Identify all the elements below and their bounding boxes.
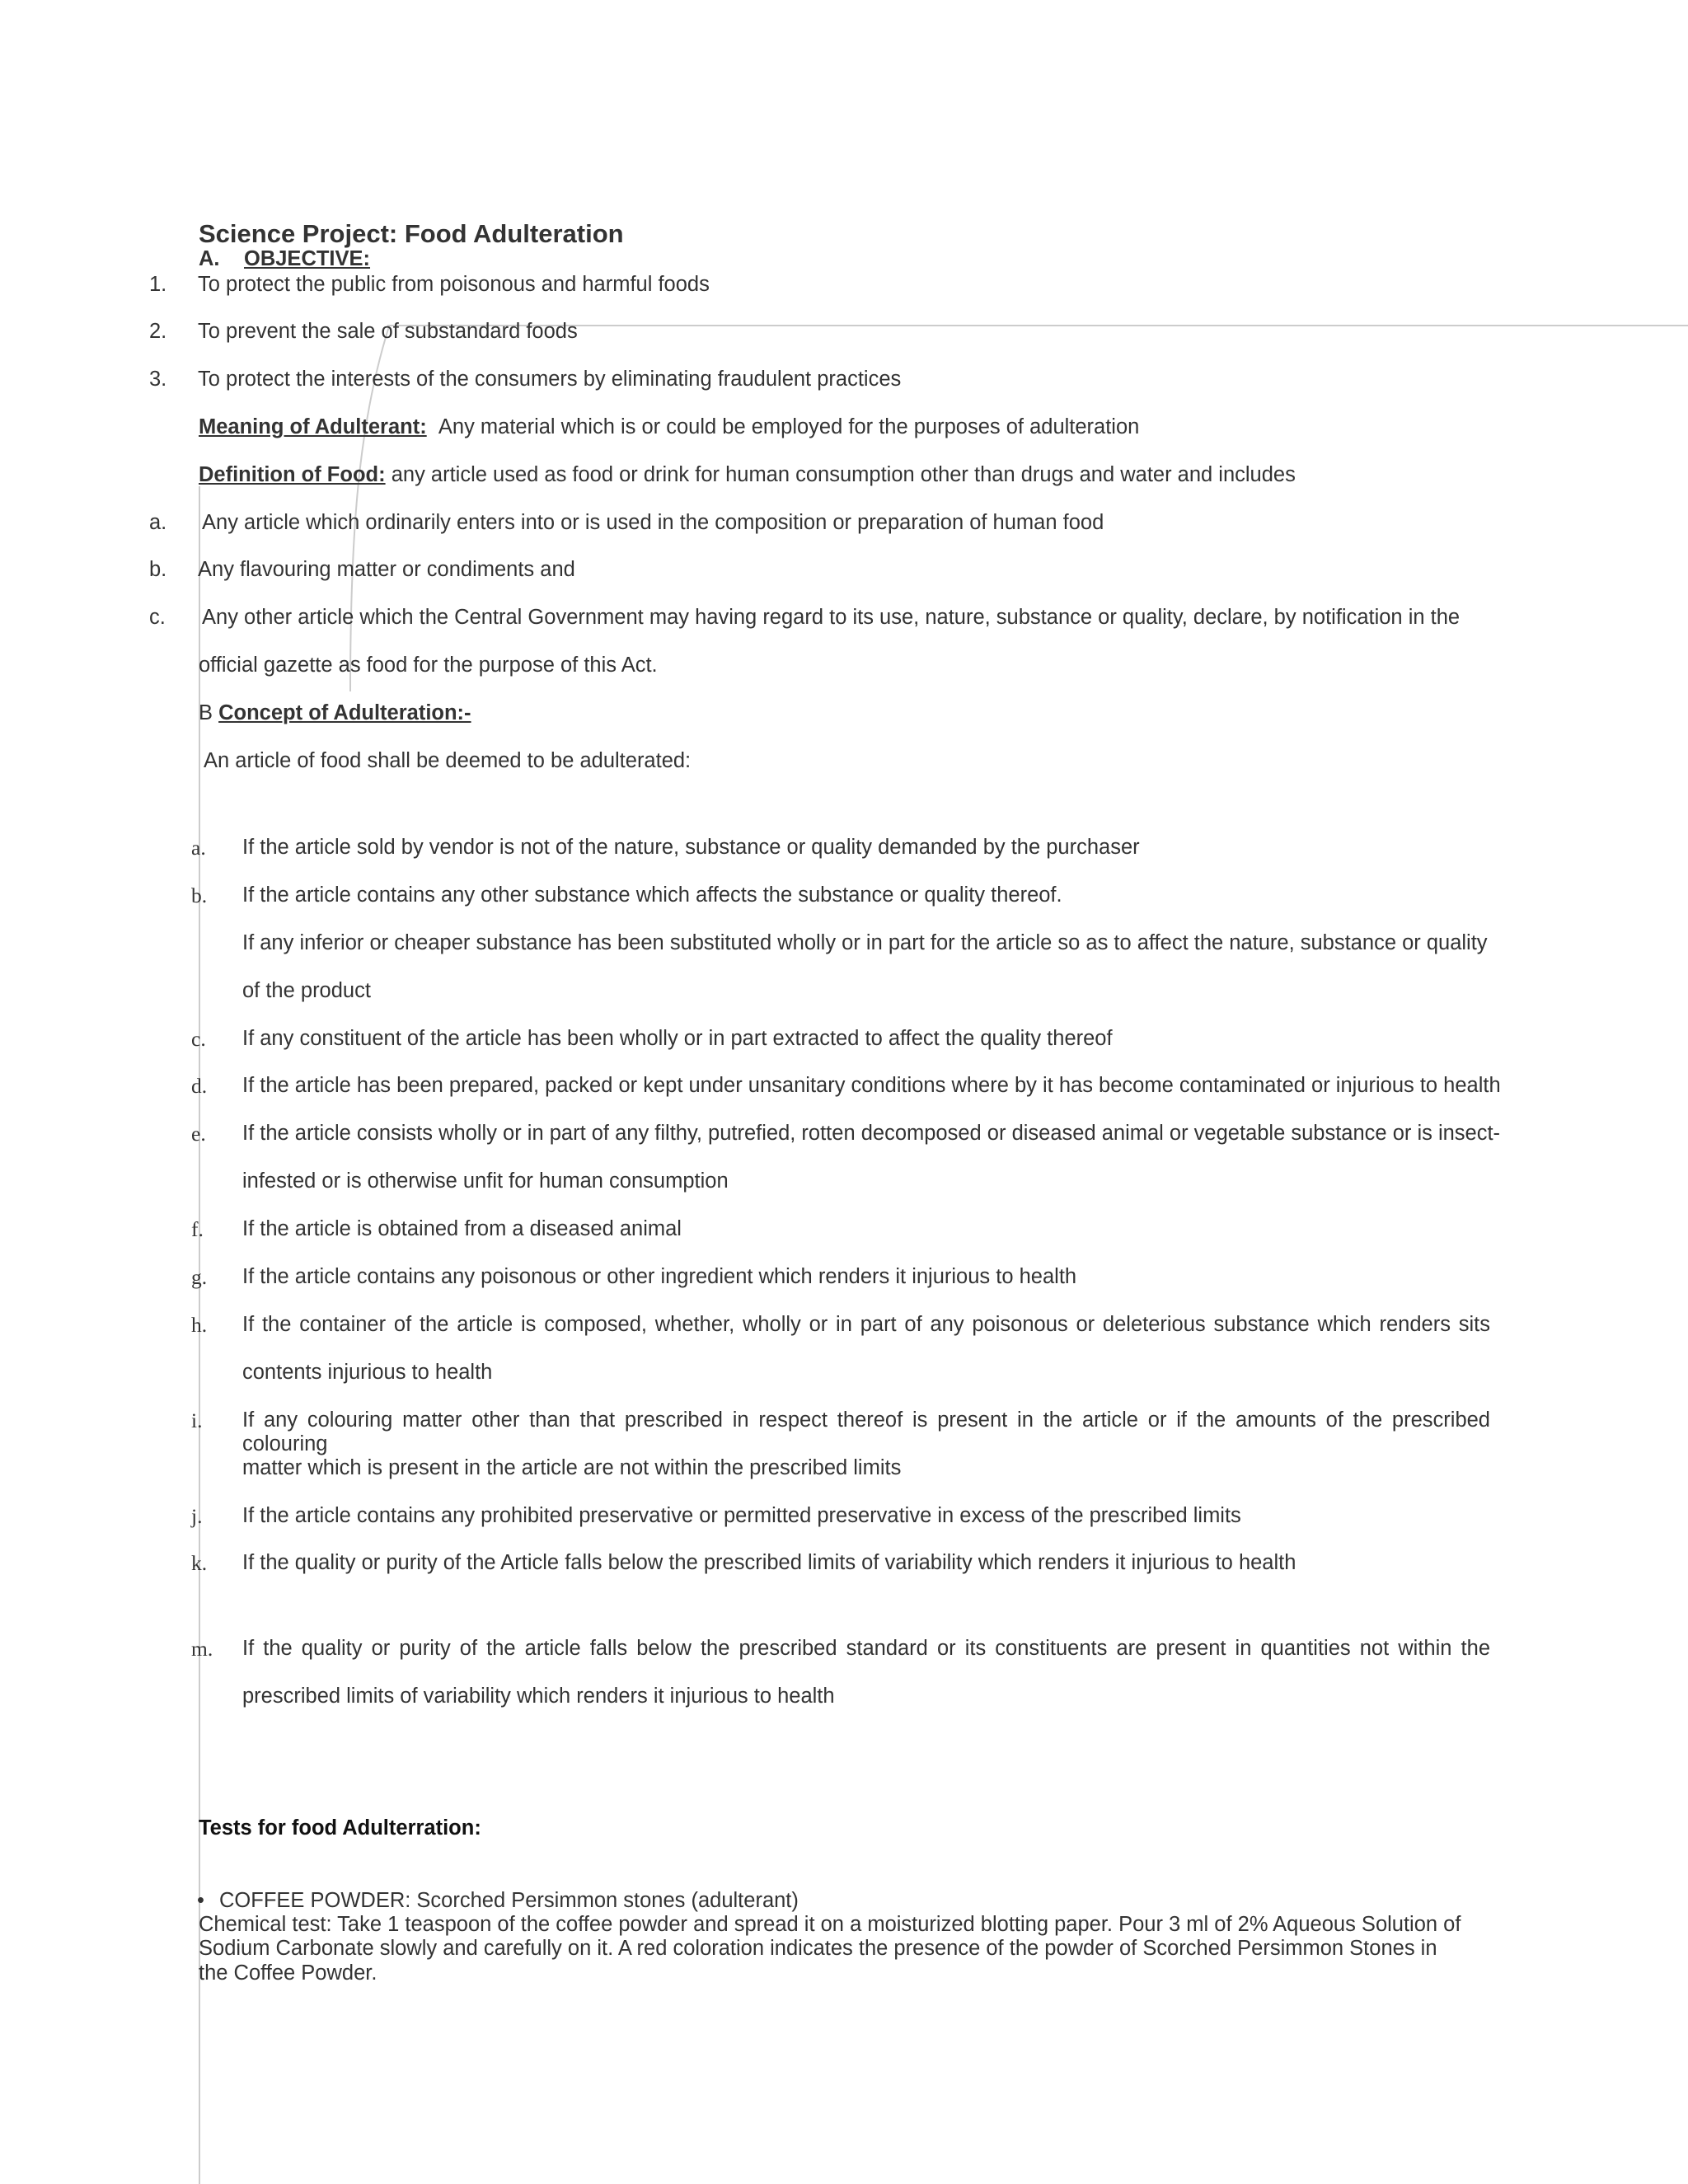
condition-item: If the article contains any prohibited preservative or permitted preservative in excess of the prescribed limits <box>242 1504 1241 1527</box>
condition-item: If the article consists wholly or in part of any filthy, putrefied, rotten decomposed or diseased animal or vegetable substance or is insect- <box>242 1122 1501 1145</box>
condition-label: d. <box>191 1074 208 1098</box>
concept-prefix: B <box>199 701 213 724</box>
condition-item: If the container of the article is composed, whether, wholly or in part of any poisonous or deleterious substance which renders sits <box>242 1313 1490 1336</box>
objective-item: To protect the public from poisonous and harmful foods <box>198 273 710 296</box>
condition-label: k. <box>191 1551 208 1575</box>
tests-heading: Tests for food Adulterration: <box>199 1816 481 1840</box>
condition-item: If the quality or purity of the article falls below the prescribed standard or its constituents are present in quantities not within the <box>242 1637 1490 1660</box>
condition-label: b. <box>191 883 208 907</box>
condition-item: If any constituent of the article has been wholly or in part extracted to affect the quality thereof <box>242 1027 1113 1050</box>
objective-number: 1. <box>149 273 167 296</box>
food-item-continuation: official gazette as food for the purpose of this Act. <box>199 654 658 677</box>
test-paragraph: Chemical test: Take 1 teaspoon of the coffee powder and spread it on a moisturized blotting paper. Pour 3 ml of 2% Aqueous Solution of Sodium Carbonate slowly and carefully on it. A red coloration indicates the presence of the powder of Scorched Persimmon Stones in the Coffee Powder. <box>199 1913 1461 1985</box>
food-item-label: c. <box>149 606 166 629</box>
condition-label: a. <box>191 836 206 860</box>
objective-item: To prevent the sale of substandard foods <box>198 320 578 343</box>
condition-item: If the article sold by vendor is not of the nature, substance or quality demanded by the purchaser <box>242 836 1140 859</box>
horizontal-rule <box>387 325 1688 326</box>
condition-item: If the article contains any poisonous or other ingredient which renders it injurious to health <box>242 1265 1077 1288</box>
objective-heading: OBJECTIVE: <box>244 247 371 270</box>
condition-label: f. <box>191 1217 204 1241</box>
definition-text: any article used as food or drink for human consumption other than drugs and water and includes <box>391 463 1296 486</box>
test-item: COFFEE POWDER: Scorched Persimmon stones (adulterant) <box>219 1889 799 1912</box>
condition-item: If any colouring matter other than that prescribed in respect thereof is present in the article or if the amounts of the prescribed colouring <box>242 1408 1490 1456</box>
condition-item: If the article contains any other substance which affects the substance or quality thereof. <box>242 883 1062 907</box>
definition-line <box>199 463 1296 487</box>
meaning-text: Any material which is or could be employed for the purposes of adulteration <box>438 415 1140 438</box>
condition-label: g. <box>191 1265 208 1289</box>
meaning-label: Meaning of Adulterant: <box>199 415 427 438</box>
condition-item: If any inferior or cheaper substance has been substituted wholly or in part for the article so as to affect the nature, substance or quality <box>242 931 1488 954</box>
food-item-label: b. <box>149 558 167 581</box>
condition-continuation: contents injurious to health <box>242 1361 493 1384</box>
objective-number: 2. <box>149 320 167 343</box>
bullet-icon: • <box>197 1889 204 1912</box>
condition-label: m. <box>191 1637 213 1661</box>
food-item-label: a. <box>149 511 167 534</box>
concept-intro: An article of food shall be deemed to be adulterated: <box>204 749 692 772</box>
condition-label: j. <box>191 1504 203 1528</box>
condition-continuation: infested or is otherwise unfit for human consumption <box>242 1169 729 1193</box>
condition-label: e. <box>191 1122 206 1146</box>
definition-label: Definition of Food: <box>199 463 386 486</box>
condition-item: If the article is obtained from a diseased animal <box>242 1217 682 1240</box>
condition-item: If the article has been prepared, packed or kept under unsanitary conditions where by it has become contaminated or injurious to health <box>242 1074 1501 1097</box>
objective-label: A. <box>199 247 220 270</box>
condition-label: c. <box>191 1027 206 1051</box>
condition-label: i. <box>191 1408 203 1432</box>
food-item: Any article which ordinarily enters into or is used in the composition or preparation of human food <box>202 511 1104 534</box>
concept-heading: Concept of Adulteration:- <box>218 701 471 724</box>
meaning-line <box>199 415 1139 439</box>
condition-label: h. <box>191 1313 208 1337</box>
condition-continuation: matter which is present in the article are not within the prescribed limits <box>242 1456 902 1479</box>
condition-continuation: of the product <box>242 979 371 1002</box>
food-item: Any other article which the Central Government may having regard to its use, nature, substance or quality, declare, by notification in the <box>202 606 1461 629</box>
objective-item: To protect the interests of the consumers by eliminating fraudulent practices <box>198 368 902 391</box>
food-item: Any flavouring matter or condiments and <box>198 558 575 581</box>
condition-continuation: prescribed limits of variability which renders it injurious to health <box>242 1685 835 1708</box>
condition-item: If the quality or purity of the Article falls below the prescribed limits of variability which renders it injurious to health <box>242 1551 1296 1574</box>
page-title: Science Project: Food Adulteration <box>199 219 624 248</box>
objective-number: 3. <box>149 368 167 391</box>
concept-heading-line <box>199 701 471 725</box>
